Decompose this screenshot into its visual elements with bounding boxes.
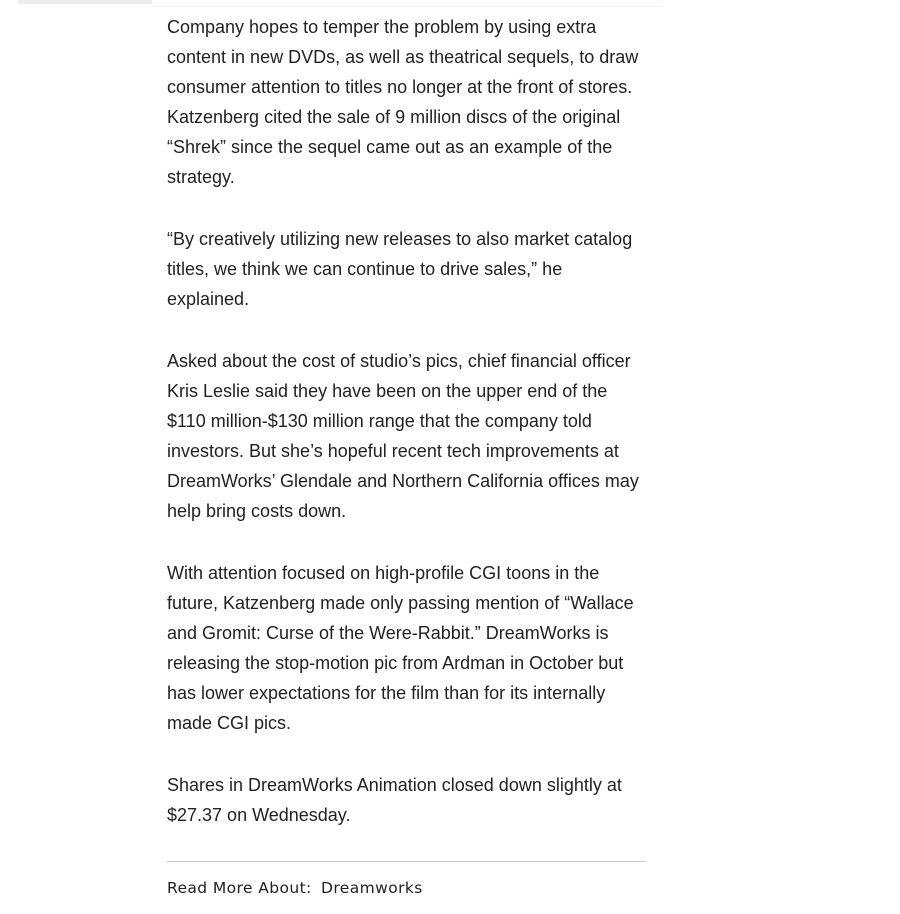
tag-link-dreamworks[interactable]: Dreamworks bbox=[321, 879, 423, 897]
article-paragraph: With attention focused on high-profile CGI toons in the future, Katzenberg made only passing mention of “Wallace and Gromit: Curse of the Were-Rabbit.” DreamWorks is releasing the stop-motion pic from Ardman in October but has lower expectations for the film than for its internally made CGI pics. bbox=[167, 563, 634, 733]
article-paragraph: Company hopes to temper the problem by using extra content in new DVDs, as well as theatrical sequels, to draw consumer attention to titles no longer at the front of stores. Katzenberg cited the sale of 9 million discs of the original “Shrek” since the sequel came out as an example of the strategy. bbox=[167, 17, 639, 187]
top-partial-element bbox=[18, 0, 152, 4]
read-more-divider bbox=[167, 861, 646, 862]
top-divider bbox=[152, 6, 662, 7]
article-paragraph: Asked about the cost of studio’s pics, chief financial officer Kris Leslie said they have been on the upper end of the $110 million-$130 million range that the company told investors. But she’s hopeful recent tech improvements at DreamWorks’ Glendale and Northern California offices may help bring costs down. bbox=[167, 351, 639, 521]
article-body bbox=[167, 12, 647, 862]
article-paragraph: Shares in DreamWorks Animation closed down slightly at $27.37 on Wednesday. bbox=[167, 775, 622, 825]
article-paragraph: “By creatively utilizing new releases to also market catalog titles, we think we can continue to drive sales,” he explained. bbox=[167, 229, 633, 309]
read-more-section bbox=[167, 877, 423, 899]
read-more-label: Read More About: bbox=[167, 879, 312, 897]
